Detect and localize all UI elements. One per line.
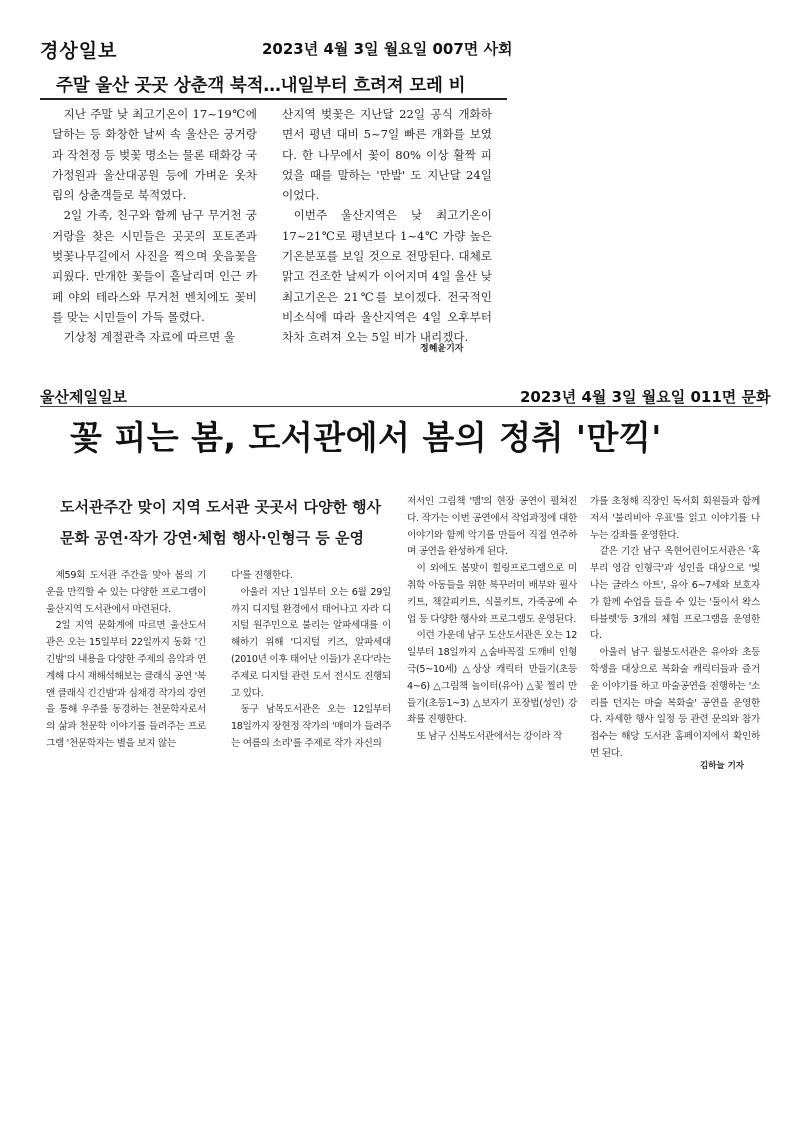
article1-column-1 (52, 104, 257, 348)
article1-headline: 주말 울산 곳곳 상춘객 북적…내일부터 흐려져 모레 비 (56, 76, 466, 96)
article2-column-3 (407, 494, 577, 746)
article2-divider (40, 406, 762, 407)
article2-subheadline-2: 문화 공연·작가 강연·체험 행사·인형극 등 운영 (60, 529, 365, 547)
article2-paragraph: 아울러 남구 월봉도서관은 유아와 초등학생을 대상으로 복화술 캐릭터들과 즐거운 이야기를 하고 마술공연을 진행하는 '소리를 던지는 마술 복화술' 공연을 운영한다. 자세한 행사 일정 등 관련 문의와 참가접수는 해당 도서관 홈페이지에서 확인하면 된다. (590, 647, 760, 759)
article2-paragraph: 저서인 그림책 '맴'의 현장 공연이 펼쳐진다. 작가는 이번 공연에서 작업과정에 대한 이야기와 함께 악기를 만들어 직접 연주하며 공연을 완성하게 된다. (407, 496, 577, 558)
newspaper-name-ulsan-jeil: 울산제일일보 (40, 388, 127, 406)
article2-paragraph: 이 외에도 봄맞이 힐링프로그램으로 미취학 아동들을 위한 북꾸러미 배부와 필사키트, 책갈피키트, 식물키트, 가죽공예 수업 등 다양한 행사와 프로그램도 운영된다. (407, 563, 577, 625)
article1-date-line: 2023년 4월 3일 월요일 007면 사회 (262, 40, 513, 58)
article2-column-1 (46, 568, 206, 753)
article2-paragraph: 가를 초청해 직장인 독서회 회원들과 함께 저서 '불리비아 우표'를 읽고 이야기를 나누는 강좌를 운영한다. (590, 496, 760, 541)
article2-paragraph: 이런 가운데 남구 도산도서관은 오는 12일부터 18일까지 △숨바꼭질 도깨비 인형극(5~10세) △상상 캐릭터 만들기(초등4~6) △그림책 놀이터(유아) △꽃 찔리 만들기(초등1~3) △보자기 포장법(성인) 강좌를 진행한다. (407, 630, 577, 726)
article2-date-line: 2023년 4월 3일 월요일 011면 문화 (520, 388, 771, 406)
article2-paragraph: 다'를 진행한다. (231, 570, 293, 581)
article2-column-2 (231, 568, 391, 753)
article2-paragraph: 동구 남목도서관은 오는 12일부터 18일까지 장현정 작가의 '매미가 들려주는 여름의 소리'를 주제로 작가 자신의 (231, 704, 391, 749)
article2-paragraph: 같은 기간 남구 옥현어린이도서관은 '혹부리 영감 인형극'과 성인을 대상으로 '빛나는 글라스 아트', 유아 6~7세와 보호자가 함께 수업을 들을 수 있는 '둘이서 왁스타블렛'등 3개의 체험 프로그램을 운영한다. (590, 546, 760, 642)
article1-paragraph: 2일 가족, 친구와 함께 남구 무거천 궁거랑을 찾은 시민들은 곳곳의 포토존과 벚꽃나무길에서 사진을 찍으며 웃음꽃을 피웠다. 만개한 꽃들이 흩날리며 인근 카페 야외 테라스와 무거천 벤치에도 꽃비를 맞는 시민들이 가득 몰렸다. (52, 208, 257, 324)
article2-paragraph: 제59회 도서관 주간을 맞아 봄의 기운을 만끽할 수 있는 다양한 프로그램이 울산지역 도서관에서 마련된다. (46, 570, 206, 615)
article1-paragraph: 지난 주말 낮 최고기온이 17~19℃에 달하는 등 화창한 날씨 속 울산은 궁거랑과 작천정 등 벚꽃 명소는 물론 태화강 국가정원과 울산대공원 등에 가벼운 옷차림의 상춘객들로 북적였다. (52, 107, 257, 203)
article2-column-4 (590, 494, 760, 763)
article2-headline: 꽃 피는 봄, 도서관에서 봄의 정취 '만끽' (70, 418, 662, 457)
article1-divider (40, 98, 507, 100)
article2-subheadline-1: 도서관주간 맞이 지역 도서관 곳곳서 다양한 행사 (60, 498, 382, 516)
article1-column-2 (282, 104, 492, 348)
article2-paragraph: 2일 지역 문화계에 따르면 울산도서관은 오는 15일부터 22일까지 동화 '긴긴밤'의 내용을 다양한 주제의 음악과 연계해 다시 재해석해보는 클래식 공연 '북 앤 클래식 긴긴밤'과 심채경 작가의 강연을 통해 우주를 동경하는 천문학자로서의 삶과 천문학 이야기를 들려주는 프로그램 '천문학자는 별을 보지 않는 (46, 620, 206, 749)
article2-byline: 김하늘 기자 (700, 761, 745, 771)
article1-paragraph: 이번주 울산지역은 낮 최고기온이 17~21℃로 평년보다 1~4℃ 가량 높은 기온분포를 보일 것으로 전망된다. 대체로 맑고 건조한 날씨가 이어지며 4일 울산 낮 최고기온은 21℃를 보이겠다. 전국적인 비소식에 따라 울산지역은 4일 오후부터 차차 흐려져 오는 5일 비가 내리겠다. (282, 208, 492, 345)
article2-paragraph: 또 남구 신복도서관에서는 강이라 작 (416, 731, 563, 743)
newspaper-name-gyeongsang: 경상일보 (40, 40, 118, 62)
article1-byline: 정혜윤기자 (420, 344, 464, 354)
article2-paragraph: 아울러 지난 1일부터 오는 6월 29일까지 디지털 환경에서 태어나고 자라 디지털 원주민으로 불리는 알파세대를 이해하기 위해 '디지털 키즈, 알파세대(2010년 이후 태어난 이들)가 온다'라는 주제로 디지털 관련 도서 전시도 진행되고 있다. (231, 586, 392, 699)
article1-paragraph: 산지역 벚꽃은 지난달 22일 공식 개화하면서 평년 대비 5~7일 빠른 개화를 보였다. 한 나무에서 꽃이 80% 이상 활짝 피었을 때를 말하는 '만발' 도 지난달 24일이었다. (282, 107, 492, 203)
article1-paragraph: 기상청 계절관측 자료에 따르면 울 (63, 330, 236, 345)
